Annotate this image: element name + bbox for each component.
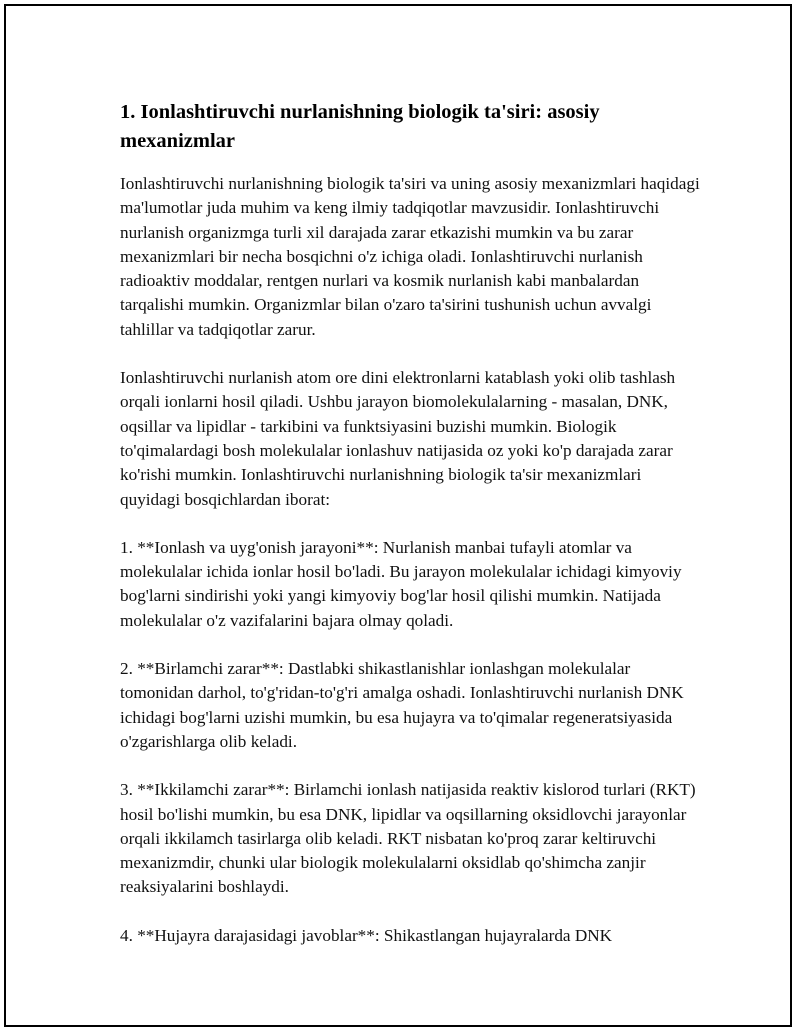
paragraph-step-2: 2. **Birlamchi zarar**: Dastlabki shikastlanishlar ionlashgan molekulalar tomonidan darhol, to'g'ridan-to'g'ri amalga oshadi. Ionlashtiruvchi nurlanish DNK ichidagi bog'larni uzishi mumkin, bu esa hujayra va to'qimalar regeneratsiyasida o'zgarishlarga olib keladi. <box>120 659 684 751</box>
paragraph-intro: Ionlashtiruvchi nurlanishning biologik ta'siri va uning asosiy mexanizmlari haqidagi ma'lumotlar juda muhim va keng ilmiy tadqiqotlar mavzusidir. Ionlashtiruvchi nurlanish organizmga turli xil darajada zarar etkazishi mumkin va bu zarar mexanizmlari bir necha bosqichni o'z ichiga oladi. Ionlashtiruvchi nurlanish radioaktiv moddalar, rentgen nurlari va kosmik nurlanish kabi manbalardan tarqalishi mumkin. Organizmlar bilan o'zaro ta'sirini tushunish uchun avvalgi tahlillar va tadqiqotlar zarur. <box>120 174 700 339</box>
page-frame <box>4 4 792 1027</box>
paragraph-mechanisms: Ionlashtiruvchi nurlanish atom ore dini elektronlarni katablash yoki olib tashlash orqali ionlarni hosil qiladi. Ushbu jarayon biomolekulalarning - masalan, DNK, oqsillar va lipidlar - tarkibini va funktsiyasini buzishi mumkin. Biologik to'qimalardagi bosh molekulalar ionlashuv natijasida oz yoki ko'p darajada zarar ko'rishi mumkin. Ionlashtiruvchi nurlanishning biologik ta'sir mexanizmlari quyidagi bosqichlardan iborat: <box>120 368 676 509</box>
paragraph-step-3: 3. **Ikkilamchi zarar**: Birlamchi ionlash natijasida reaktiv kislorod turlari (RKT) hosil bo'lishi mumkin, bu esa DNK, lipidlar va oqsillarning oksidlovchi jarayonlar orqali ikkilamch tasirlarga olib keladi. RKT nisbatan ko'proq zarar keltiruvchi mexanizmdir, chunki ular biologik molekulalarni oksidlab qo'shimcha zanjir reaksiyalarini boshlaydi. <box>120 780 696 897</box>
document-body <box>120 98 700 972</box>
paragraph-step-1: 1. **Ionlash va uyg'onish jarayoni**: Nurlanish manbai tufayli atomlar va molekulalar ichida ionlar hosil bo'ladi. Bu jarayon molekulalar ichidagi kimyoviy bog'larni sindirishi yoki yangi kimyoviy bog'lar hosil qilishi mumkin. Natijada molekulalar o'z vazifalarini bajara olmay qoladi. <box>120 537 682 630</box>
section-title: 1. Ionlashtiruvchi nurlanishning biologik ta'siri: asosiy mexanizmlar <box>120 101 600 152</box>
paragraph-step-4: 4. **Hujayra darajasidagi javoblar**: Shikastlangan hujayralarda DNK <box>120 925 613 945</box>
